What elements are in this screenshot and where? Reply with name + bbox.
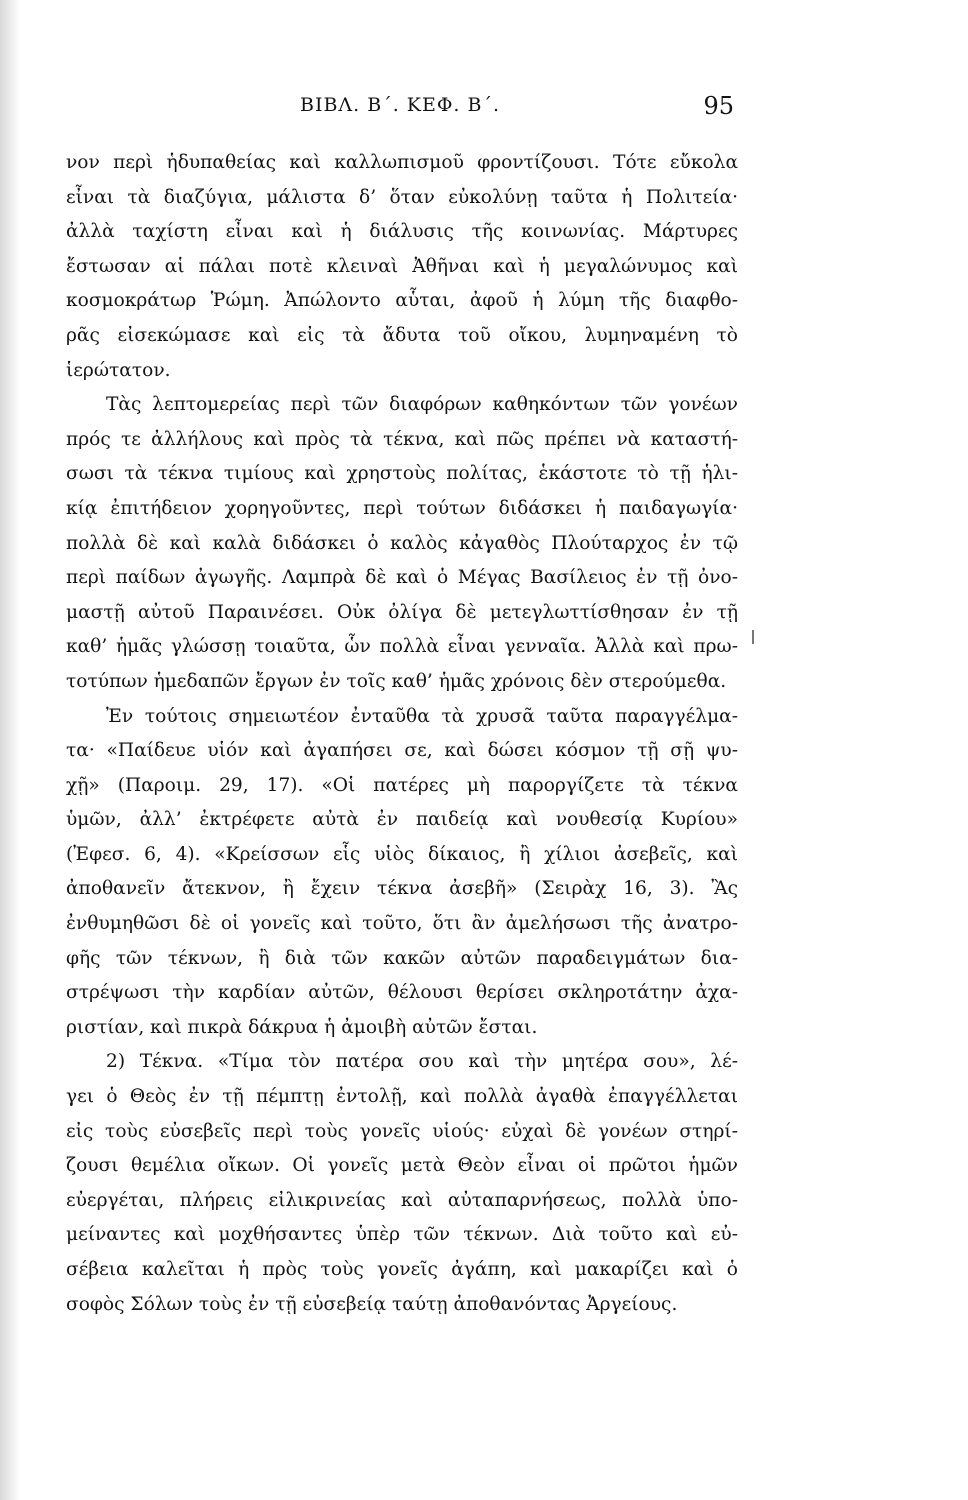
text-line: φῆς τῶν τέκνων, ἢ διὰ τῶν κακῶν αὐτῶν παραδειγμάτων δια-	[66, 947, 738, 969]
paragraph	[66, 1045, 738, 1322]
text-line: στρέψωσι τὴν καρδίαν αὐτῶν, θέλουσι θερίσει σκληροτάτην ἀχα-	[66, 982, 738, 1004]
text-line: ἀποθανεῖν ἄτεκνον, ἢ ἔχειν τέκνα ἀσεβῆ» (Σειρὰχ 16, 3). Ἂς	[66, 878, 738, 900]
text-line: κίᾳ ἐπιτήδειον χορηγοῦντες, περὶ τούτων διδάσκει ἡ παιδαγωγία·	[66, 497, 738, 519]
page-edge-shadow	[0, 0, 20, 1500]
text-line: ὑμῶν, ἀλλ’ ἐκτρέφετε αὐτὰ ἐν παιδείᾳ καὶ νουθεσίᾳ Κυρίου»	[66, 809, 738, 831]
text-line: εἰς τοὺς εὐσεβεῖς περὶ τοὺς γονεῖς υἱούς· εὐχαὶ δὲ γονέων στηρί-	[66, 1120, 738, 1142]
text-line: ζουσι θεμέλια οἴκων. Οἱ γονεῖς μετὰ Θεὸν εἶναι οἱ πρῶτοι ἡμῶν	[66, 1155, 738, 1177]
text-line: περὶ παίδων ἀγωγῆς. Λαμπρὰ δὲ καὶ ὁ Μέγας Βασίλειος ἐν τῇ ὀνο-	[66, 567, 738, 589]
text-line: γει ὁ Θεὸς ἐν τῇ πέμπτῃ ἐντολῇ, καὶ πολλὰ ἀγαθὰ ἐπαγγέλλεται	[66, 1086, 738, 1108]
text-line: σέβεια καλεῖται ἡ πρὸς τοὺς γονεῖς ἀγάπη, καὶ μακαρίζει καὶ ὁ	[66, 1259, 738, 1280]
text-line: Τὰς λεπτομερείας περὶ τῶν διαφόρων καθηκόντων τῶν γονέων	[106, 394, 738, 416]
text-line: σωσι τὰ τέκνα τιμίους καὶ χρηστοὺς πολίτας, ἑκάστοτε τὸ τῇ ἡλι-	[66, 463, 738, 485]
paragraph	[66, 700, 738, 1046]
text-line: νον περὶ ἡδυπαθείας καὶ καλλωπισμοῦ φροντίζουσι. Τότε εὔκολα	[66, 152, 738, 173]
paragraph	[66, 388, 738, 699]
text-line: χῇ» (Παροιμ. 29, 17). «Οἱ πατέρες μὴ παροργίζετε τὰ τέκνα	[66, 774, 738, 796]
text-line: μείναντες καὶ μοχθήσαντες ὑπὲρ τῶν τέκνων. Διὰ τοῦτο καὶ εὐ-	[66, 1224, 738, 1246]
text-line: κοσμοκράτωρ Ῥώμη. Ἀπώλοντο αὗται, ἀφοῦ ἡ λύμη τῆς διαφθο-	[66, 290, 738, 312]
text-line: σοφὸς Σόλων τοὺς ἐν τῇ εὐσεβείᾳ ταύτῃ ἀποθανόντας Ἀργείους.	[66, 1293, 678, 1315]
text-line: καθ’ ἡμᾶς γλώσσῃ τοιαῦτα, ὧν πολλὰ εἶναι γενναῖα. Ἀλλὰ καὶ πρω-	[66, 636, 738, 658]
page-number: 95	[703, 92, 734, 120]
margin-mark	[752, 630, 754, 644]
text-line: ἔστωσαν αἱ πάλαι ποτὲ κλειναὶ Ἀθῆναι καὶ ἡ μεγαλώνυμος καὶ	[66, 255, 738, 277]
text-line: (Ἐφεσ. 6, 4). «Κρείσσων εἷς υἱὸς δίκαιος, ἢ χίλιοι ἀσεβεῖς, καὶ	[66, 843, 738, 865]
text-line: μαστῇ αὐτοῦ Παραινέσει. Οὐκ ὀλίγα δὲ μετεγλωττίσθησαν ἐν τῇ	[66, 601, 738, 623]
text-line: πρός τε ἀλλήλους καὶ πρὸς τὰ τέκνα, καὶ πῶς πρέπει νὰ καταστή-	[66, 428, 738, 450]
text-line: εὐεργέται, πλήρεις εἰλικρινείας καὶ αὐταπαρνήσεως, πολλὰ ὑπο-	[66, 1189, 738, 1211]
text-line: ἱερώτατον.	[66, 359, 171, 381]
body-text	[66, 146, 738, 1322]
text-line: Ἐν τούτοις σημειωτέον ἐνταῦθα τὰ χρυσᾶ ταῦτα παραγγέλμα-	[106, 705, 738, 727]
paragraph	[66, 146, 738, 388]
text-line: ἐνθυμηθῶσι δὲ οἱ γονεῖς καὶ τοῦτο, ὅτι ἂν ἀμελήσωσι τῆς ἀνατρο-	[66, 913, 738, 935]
text-line: ριστίαν, καὶ πικρὰ δάκρυα ἡ ἀμοιβὴ αὐτῶν ἔσται.	[66, 1016, 538, 1038]
text-line: 2) Τέκνα. «Τίμα τὸν πατέρα σου καὶ τὴν μητέρα σου», λέ-	[106, 1051, 738, 1073]
text-line: τοτύπων ἡμεδαπῶν ἔργων ἐν τοῖς καθ’ ἡμᾶς χρόνοις δὲν στερούμεθα.	[66, 670, 727, 692]
text-line: πολλὰ δὲ καὶ καλὰ διδάσκει ὁ καλὸς κἀγαθὸς Πλούταρχος ἐν τῷ	[66, 532, 738, 554]
running-title: ΒΙΒΛ. Β΄. ΚΕΦ. Β΄.	[300, 94, 500, 116]
text-line: ἀλλὰ ταχίστη εἶναι καὶ ἡ διάλυσις τῆς κοινωνίας. Μάρτυρες	[66, 221, 738, 243]
running-header	[300, 94, 740, 134]
text-line: εἶναι τὰ διαζύγια, μάλιστα δ’ ὅταν εὐκολύνῃ ταῦτα ἡ Πολιτεία·	[66, 186, 738, 208]
text-line: τα· «Παίδευε υἱόν καὶ ἀγαπήσει σε, καὶ δώσει κόσμον τῇ σῇ ψυ-	[66, 740, 738, 762]
text-line: ρᾶς εἰσεκώμασε καὶ εἰς τὰ ἄδυτα τοῦ οἴκου, λυμηναμένη τὸ	[66, 324, 738, 346]
